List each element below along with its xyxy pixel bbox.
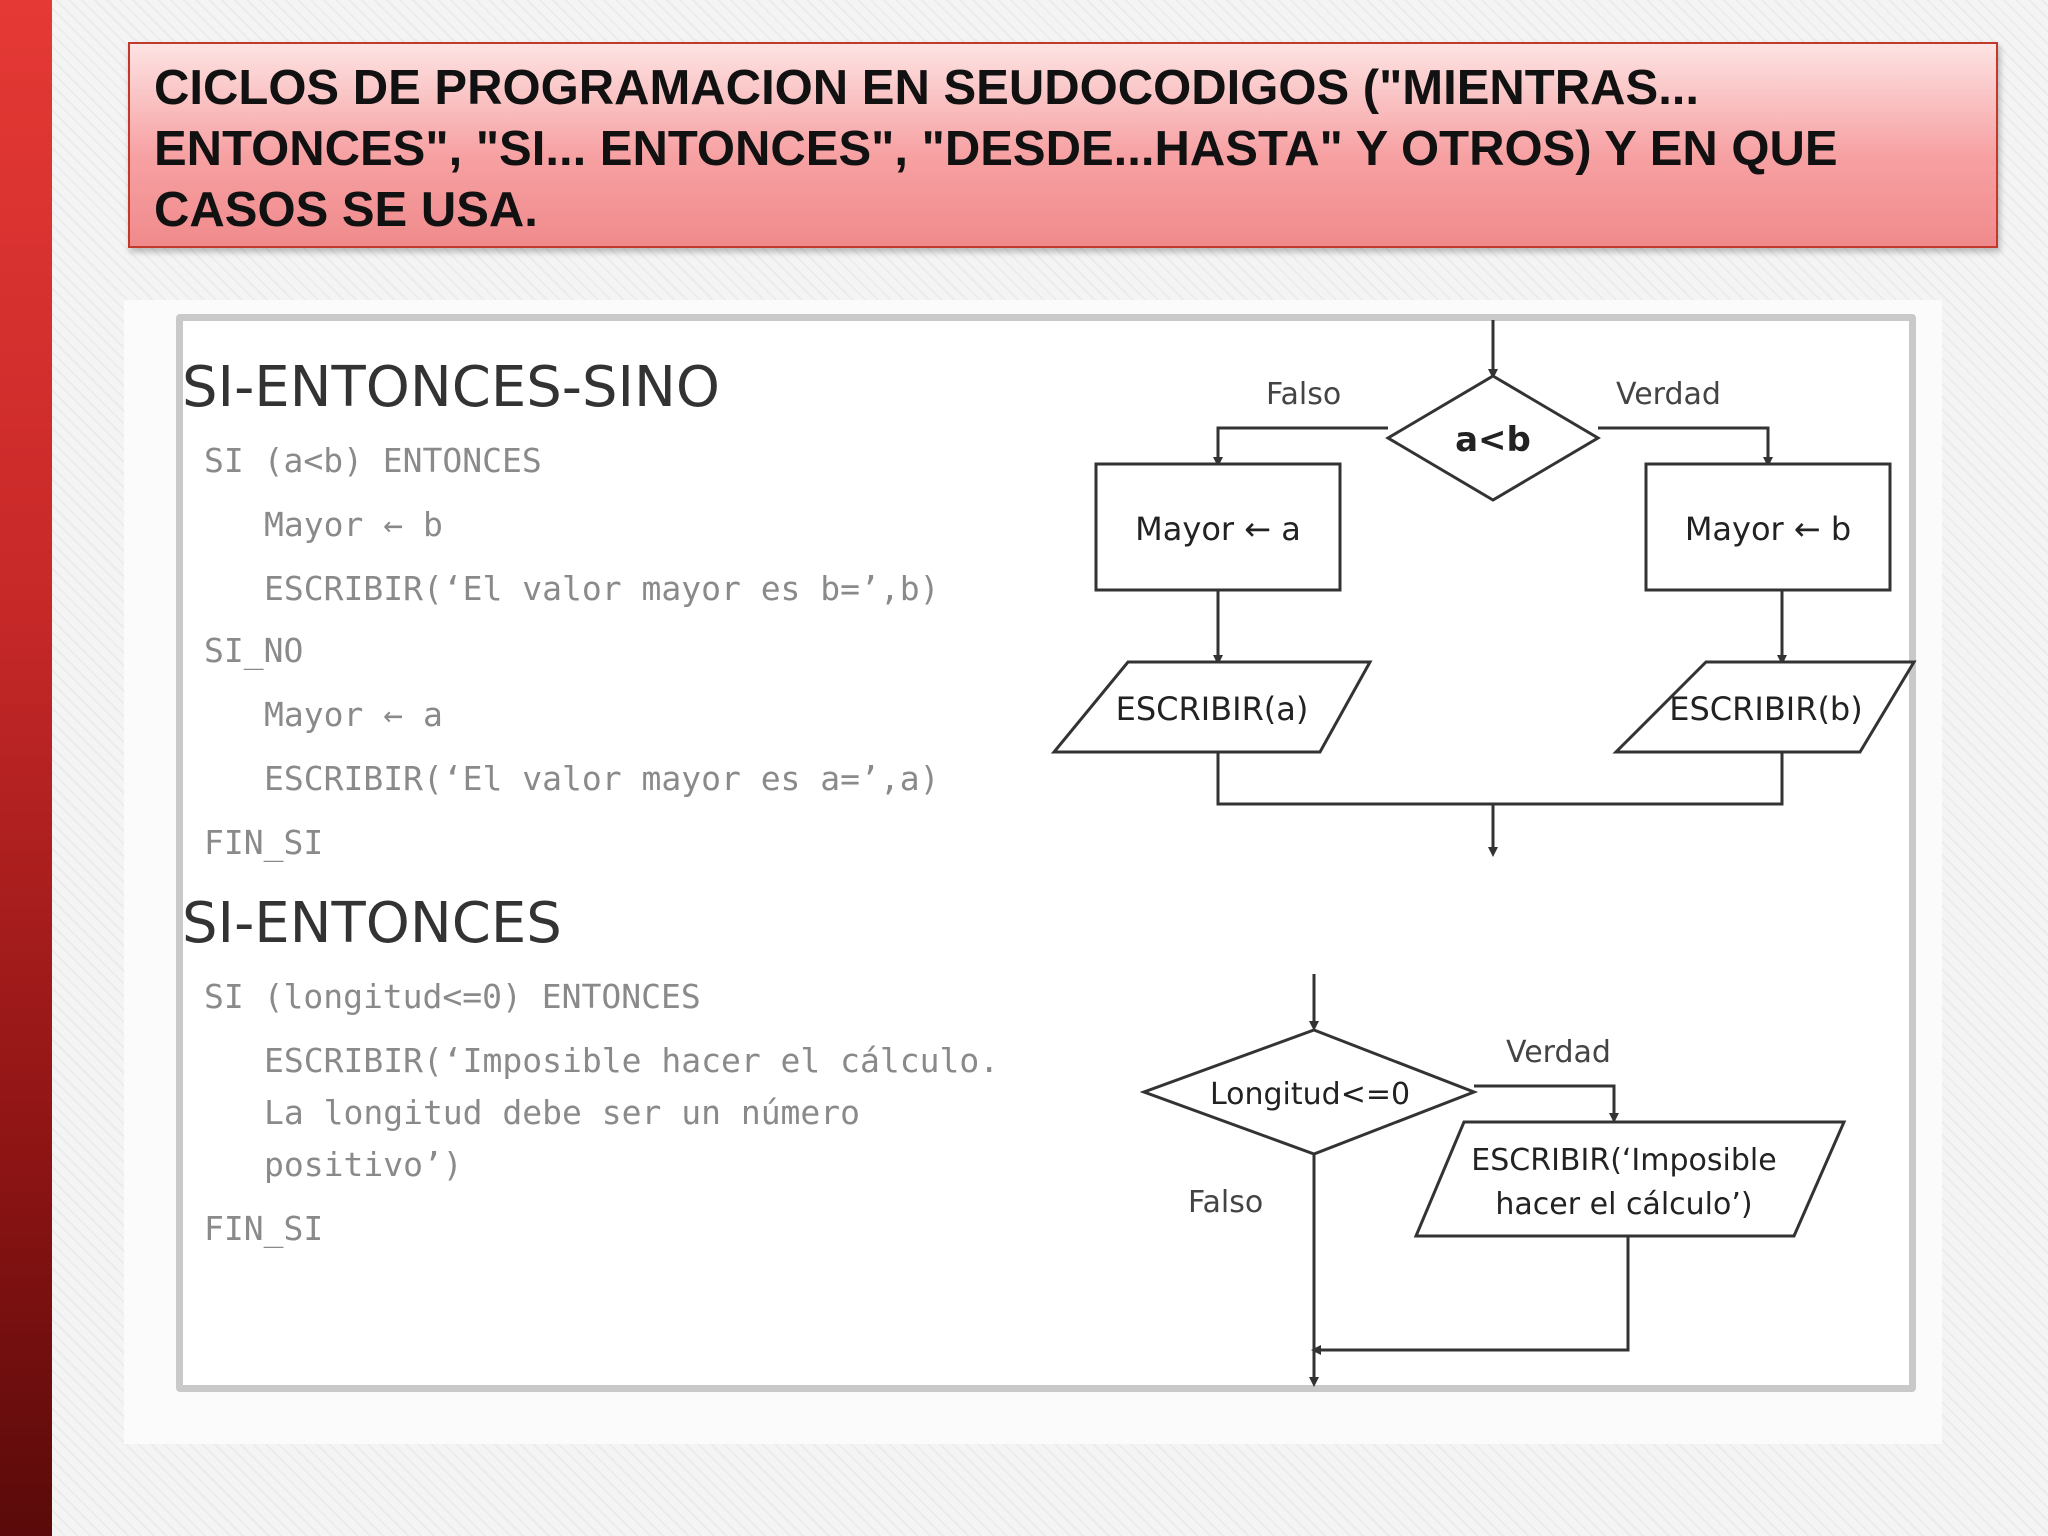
io-text-true: ESCRIBIR(b) [1669, 690, 1863, 728]
label-falso: Falso [1266, 377, 1342, 412]
code-line: ESCRIBIR(‘El valor mayor es b=’,b) [264, 569, 940, 608]
decision-text-2: Longitud<=0 [1209, 1077, 1411, 1112]
title-box [128, 42, 1998, 248]
code-line: SI (longitud<=0) ENTONCES [204, 977, 701, 1016]
label-verdad: Verdad [1616, 377, 1721, 412]
io-text-2-line1: ESCRIBIR(‘Imposible [1471, 1143, 1777, 1178]
code-line: FIN_SI [204, 1209, 324, 1248]
code-line: FIN_SI [204, 823, 324, 862]
section2-heading: SI-ENTONCES [182, 891, 562, 956]
flowchart-figure [124, 300, 1942, 1444]
label-verdad-2: Verdad [1506, 1035, 1611, 1070]
label-falso-2: Falso [1188, 1185, 1264, 1220]
section1-heading: SI-ENTONCES-SINO [182, 355, 720, 420]
code-line: positivo’) [264, 1145, 463, 1184]
code-line: ESCRIBIR(‘El valor mayor es a=’,a) [264, 759, 940, 798]
io-text-2-line2: hacer el cálculo’) [1495, 1187, 1753, 1222]
code-line: Mayor ← b [264, 505, 443, 544]
process-text-true: Mayor ← b [1684, 510, 1852, 548]
decision-text: a<b [1455, 420, 1531, 460]
flowchart-svg [124, 300, 1942, 1444]
slide-title: CICLOS DE PROGRAMACION EN SEUDOCODIGOS ("MIENTRAS... ENTONCES", "SI... ENTONCES", "DESDE...HASTA" Y OTROS) Y EN QUE CASOS SE USA. [154, 61, 1838, 237]
left-accent-bar [0, 0, 52, 1536]
process-text-false: Mayor ← a [1135, 510, 1301, 548]
code-line: SI_NO [204, 631, 304, 670]
code-line: SI (a<b) ENTONCES [204, 441, 542, 480]
io-text-false: ESCRIBIR(a) [1115, 690, 1309, 728]
code-line: La longitud debe ser un número [264, 1093, 861, 1132]
code-line: Mayor ← a [264, 695, 443, 734]
code-line: ESCRIBIR(‘Imposible hacer el cálculo. [264, 1041, 1000, 1080]
